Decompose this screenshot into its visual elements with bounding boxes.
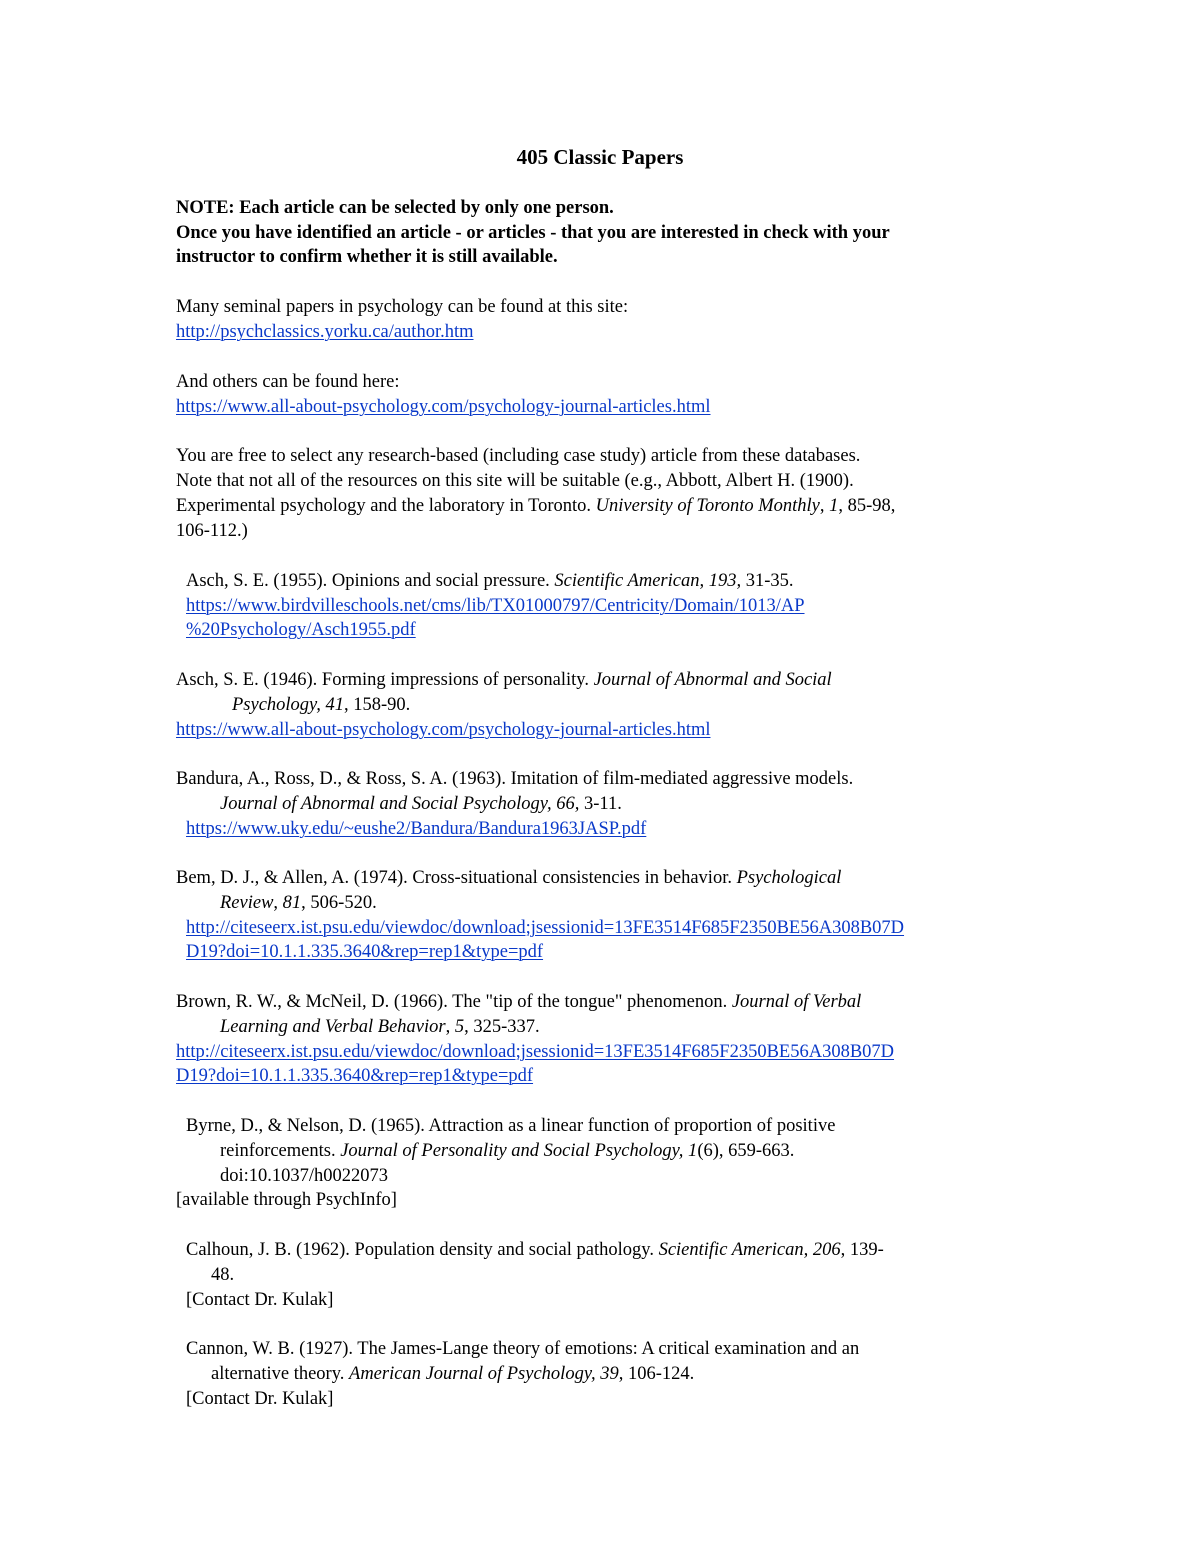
reference-bandura-1963: Bandura, A., Ross, D., & Ross, S. A. (1963). Imitation of film-mediated aggressive models. bbox=[176, 769, 854, 789]
journal-title: Journal of Abnormal and Social Psychology, 66, bbox=[220, 794, 580, 814]
asch-1946-link[interactable]: https://www.all-about-psychology.com/psychology-journal-articles.html bbox=[176, 720, 711, 740]
reference-calhoun-1962 bbox=[186, 1238, 884, 1263]
journal-volume: 1 bbox=[829, 496, 839, 516]
journal-title: Learning and Verbal Behavior bbox=[220, 1017, 446, 1037]
reference-pages: , 158-90. bbox=[344, 695, 411, 715]
reference-byrne-1965-cont bbox=[220, 1139, 794, 1164]
reference-text: , bbox=[273, 893, 283, 913]
reference-text: reinforcements. bbox=[220, 1141, 341, 1161]
byrne-1965-doi: doi:10.1037/h0022073 bbox=[220, 1166, 389, 1186]
reference-asch-1946-cont bbox=[232, 693, 410, 718]
asch-1955-link-cont[interactable]: %20Psychology/Asch1955.pdf bbox=[186, 620, 416, 640]
journal-title: Psychological bbox=[736, 868, 842, 888]
psychclassics-link[interactable]: http://psychclassics.yorku.ca/author.htm bbox=[176, 322, 474, 342]
journal-title: University of Toronto Monthly bbox=[595, 496, 820, 516]
all-about-psychology-link[interactable]: https://www.all-about-psychology.com/psychology-journal-articles.html bbox=[176, 397, 711, 417]
calhoun-1962-contact-note: [Contact Dr. Kulak] bbox=[186, 1290, 334, 1310]
reference-text: alternative theory. bbox=[211, 1364, 350, 1384]
journal-volume: 5 bbox=[454, 1017, 465, 1037]
reference-cannon-1927-cont bbox=[211, 1362, 694, 1387]
reference-text: Asch, S. E. (1955). Opinions and social pressure. bbox=[186, 571, 555, 591]
asch-1955-link[interactable]: https://www.birdvilleschools.net/cms/lib/TX01000797/Centricity/Domain/1013/AP bbox=[186, 596, 805, 616]
reference-pages: , 506-520. bbox=[301, 893, 377, 913]
note-line-2: Once you have identified an article - or articles - that you are interested in check with your bbox=[176, 223, 890, 243]
journal-title: Review bbox=[220, 893, 274, 913]
reference-pages: , 139- bbox=[840, 1240, 884, 1260]
reference-pages: 3-11. bbox=[579, 794, 622, 814]
intro-paragraph-1: Many seminal papers in psychology can be found at this site: bbox=[176, 297, 629, 317]
reference-pages: 31-35. bbox=[741, 571, 794, 591]
reference-asch-1955 bbox=[186, 569, 794, 594]
intro-text: Experimental psychology and the laboratory in Toronto. bbox=[176, 496, 596, 516]
intro-paragraph-3-line-3 bbox=[176, 494, 895, 519]
reference-text: , bbox=[445, 1017, 455, 1037]
note-line-3: instructor to confirm whether it is still available. bbox=[176, 247, 558, 267]
brown-1966-link-cont[interactable]: D19?doi=10.1.1.335.3640&rep=rep1&type=pdf bbox=[176, 1066, 534, 1086]
bem-1974-link-cont[interactable]: D19?doi=10.1.1.335.3640&rep=rep1&type=pdf bbox=[186, 942, 544, 962]
journal-title: Scientific American, 193, bbox=[554, 571, 742, 591]
bem-1974-link[interactable]: http://citeseerx.ist.psu.edu/viewdoc/download;jsessionid=13FE3514F685F2350BE56A308B07D bbox=[186, 918, 905, 938]
intro-paragraph-2: And others can be found here: bbox=[176, 372, 400, 392]
reference-pages: , 106-124. bbox=[618, 1364, 695, 1384]
cannon-1927-contact-note: [Contact Dr. Kulak] bbox=[186, 1389, 334, 1409]
journal-title: Journal of Abnormal and Social bbox=[593, 670, 832, 690]
reference-pages: (6), 659-663. bbox=[697, 1141, 795, 1161]
journal-title: Journal of Verbal bbox=[731, 992, 862, 1012]
reference-text: Asch, S. E. (1946). Forming impressions of personality. bbox=[176, 670, 594, 690]
reference-bem-1974 bbox=[176, 866, 841, 891]
reference-bem-1974-cont bbox=[220, 891, 377, 916]
reference-cannon-1927: Cannon, W. B. (1927). The James-Lange theory of emotions: A critical examination and an bbox=[186, 1339, 860, 1359]
reference-bandura-1963-cont bbox=[220, 792, 622, 817]
journal-title: Scientific American, 206 bbox=[658, 1240, 841, 1260]
intro-text: , 85-98, bbox=[838, 496, 896, 516]
journal-volume: 81 bbox=[282, 893, 302, 913]
reference-text: Brown, R. W., & McNeil, D. (1966). The "tip of the tongue" phenomenon. bbox=[176, 992, 732, 1012]
reference-pages: , 325-337. bbox=[464, 1017, 540, 1037]
byrne-1965-availability-note: [available through PsychInfo] bbox=[176, 1190, 397, 1210]
reference-text: Bem, D. J., & Allen, A. (1974). Cross-situational consistencies in behavior. bbox=[176, 868, 737, 888]
reference-asch-1946 bbox=[176, 668, 832, 693]
journal-title: Journal of Personality and Social Psychology, 1 bbox=[340, 1141, 698, 1161]
intro-paragraph-3-line-4: 106-112.) bbox=[176, 521, 248, 541]
intro-paragraph-3-line-1: You are free to select any research-based (including case study) article from these databases. bbox=[176, 446, 861, 466]
reference-byrne-1965: Byrne, D., & Nelson, D. (1965). Attraction as a linear function of proportion of positive bbox=[186, 1116, 836, 1136]
reference-text: Calhoun, J. B. (1962). Population density and social pathology. bbox=[186, 1240, 659, 1260]
reference-brown-1966 bbox=[176, 990, 861, 1015]
reference-calhoun-1962-cont: 48. bbox=[211, 1265, 235, 1285]
intro-paragraph-3-line-2: Note that not all of the resources on this site will be suitable (e.g., Abbott, Albert H. (1900). bbox=[176, 471, 854, 491]
reference-brown-1966-cont bbox=[220, 1015, 540, 1040]
journal-title: American Journal of Psychology, 39 bbox=[349, 1364, 619, 1384]
brown-1966-link[interactable]: http://citeseerx.ist.psu.edu/viewdoc/download;jsessionid=13FE3514F685F2350BE56A308B07D bbox=[176, 1042, 895, 1062]
note-line-1: NOTE: Each article can be selected by only one person. bbox=[176, 198, 614, 218]
intro-text: , bbox=[819, 496, 830, 516]
bandura-1963-link[interactable]: https://www.uky.edu/~eushe2/Bandura/Bandura1963JASP.pdf bbox=[186, 819, 647, 839]
journal-title: Psychology, 41 bbox=[232, 695, 345, 715]
page-title: 405 Classic Papers bbox=[516, 145, 684, 169]
